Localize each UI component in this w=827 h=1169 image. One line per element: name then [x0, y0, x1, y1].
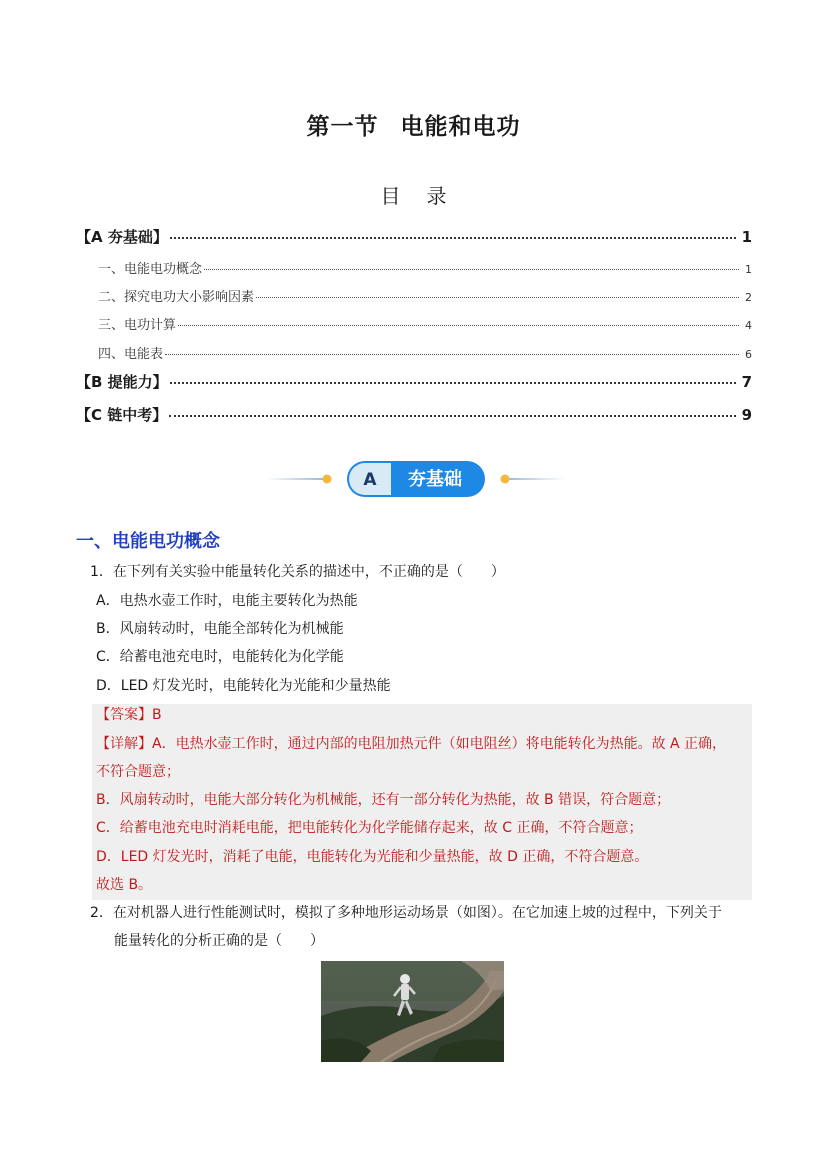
banner-dot-right: [501, 475, 510, 484]
detail-line: 不符合题意；: [96, 764, 180, 780]
toc-entry-c[interactable]: [76, 404, 752, 425]
toc-entry-page: 1: [745, 263, 752, 276]
banner-line-left: [265, 478, 325, 480]
toc-entry-b[interactable]: [76, 371, 752, 392]
toc-heading-a: 目: [380, 184, 401, 208]
question-2-stem: 2．在对机器人进行性能测试时，模拟了多种地形运动场景（如图）。在它加速上坡的过程中，下列关于: [90, 905, 722, 921]
title-part1: 第一节: [306, 114, 379, 140]
banner-letter: A: [363, 470, 377, 490]
toc-entry-label: 【B 提能力】: [76, 373, 168, 391]
question-1-option-b: B．风扇转动时，电能全部转化为机械能: [96, 621, 344, 637]
page-title: [0, 108, 827, 141]
banner-line-right: [505, 478, 565, 480]
toc-sub-entry-4[interactable]: [98, 343, 752, 362]
robot-slope-photo: [321, 961, 504, 1062]
banner-text: 夯基础: [408, 469, 462, 490]
question-1-option-d: D．LED 灯发光时，电能转化为光能和少量热能: [96, 678, 391, 694]
toc-entry-page: 1: [741, 228, 752, 246]
toc-sub-entry-3[interactable]: [98, 314, 752, 333]
toc-leader: [204, 268, 739, 270]
toc-entry-label: 【A 夯基础】: [76, 228, 168, 246]
detail-line: C．给蓄电池充电时消耗电能，把电能转化为化学能储存起来，故 C 正确，不符合题意；: [96, 820, 643, 836]
toc-entry-page: 9: [741, 406, 752, 424]
detail-line: D．LED 灯发光时，消耗了电能，电能转化为光能和少量热能，故 D 正确，不符合题意。: [96, 849, 649, 865]
toc-entry-label: 【C 链中考】: [76, 406, 168, 424]
toc-entry-page: 4: [745, 319, 752, 332]
toc-entry-label: 三、电功计算: [98, 318, 177, 333]
toc-leader: [256, 296, 739, 298]
toc-sub-entry-1[interactable]: [98, 258, 752, 277]
detail-line: 故选 B。: [96, 877, 153, 893]
detail-line: 【详解】A．电热水壶工作时，通过内部的电阻加热元件（如电阻丝）将电能转化为热能。故 A 正确，: [96, 736, 727, 752]
toc-entry-label: 一、电能电功概念: [98, 262, 203, 277]
question-2-stem-cont: 能量转化的分析正确的是（ ）: [114, 933, 324, 949]
section-heading: 一、电能电功概念: [76, 531, 220, 552]
toc-leader: [178, 324, 739, 326]
title-part2: 电能和电功: [400, 114, 521, 140]
toc-entry-label: 二、探究电功大小影响因素: [98, 290, 255, 305]
toc-leader: [169, 414, 735, 417]
toc-leader: [170, 381, 736, 384]
answer-label: 【答案】B: [96, 707, 162, 723]
toc-entry-a[interactable]: [76, 226, 752, 247]
banner-dot-left: [323, 475, 332, 484]
section-banner: [265, 459, 565, 499]
toc-heading-b: 录: [426, 184, 447, 208]
toc-leader: [170, 236, 736, 239]
toc-entry-page: 2: [745, 291, 752, 304]
toc-entry-page: 6: [745, 348, 752, 361]
toc-leader: [165, 353, 739, 355]
toc-entry-page: 7: [741, 373, 752, 391]
toc-sub-entry-2[interactable]: [98, 286, 752, 305]
question-1-option-a: A．电热水壶工作时，电能主要转化为热能: [96, 593, 358, 609]
detail-line: B．风扇转动时，电能大部分转化为机械能，还有一部分转化为热能，故 B 错误，符合题意；: [96, 792, 671, 808]
question-1-stem: 1．在下列有关实验中能量转化关系的描述中，不正确的是（ ）: [90, 564, 505, 580]
toc-entry-label: 四、电能表: [98, 347, 164, 362]
question-1-option-c: C．给蓄电池充电时，电能转化为化学能: [96, 649, 344, 665]
toc-heading: [0, 180, 827, 209]
